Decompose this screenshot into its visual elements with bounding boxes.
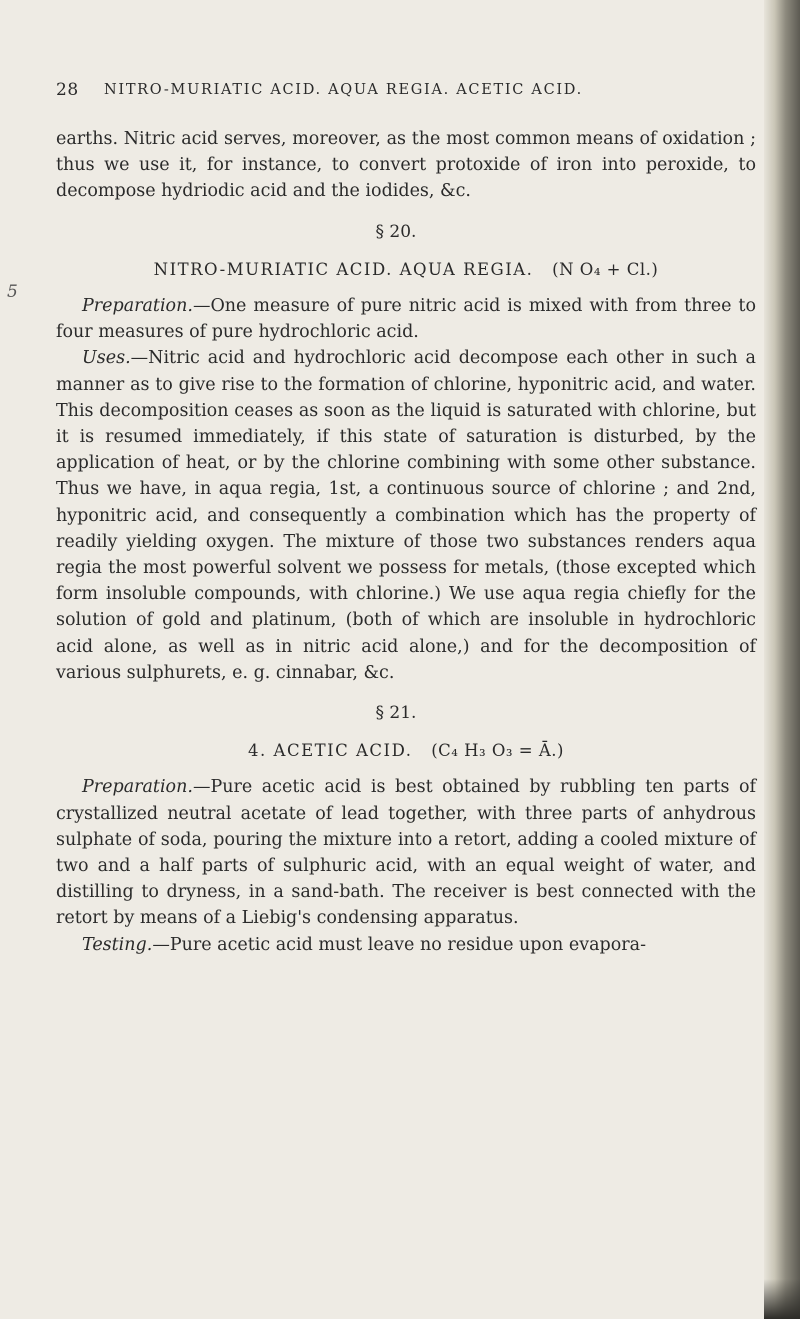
body-text — [56, 126, 756, 958]
section-21-preparation-label: Preparation. — [82, 777, 193, 798]
section-21-formula: (C₄ H₃ O₃ = Ā.) — [431, 741, 564, 761]
opening-paragraph: earths. Nitric acid serves, moreover, as the most common means of oxidation ; thus we use it, for instance, to convert protoxide of iron into peroxide, to decompose hydriodic acid and the iodides, &c. — [56, 129, 756, 202]
section-20-preparation — [56, 293, 756, 345]
margin-mark: 5 — [7, 282, 18, 302]
section-21-title: 4. ACETIC ACID. — [248, 741, 413, 761]
section-21-heading — [56, 738, 756, 764]
section-21-preparation — [56, 774, 756, 931]
section-20-heading — [56, 257, 756, 283]
section-21-testing-text: —Pure acetic acid must leave no residue upon evapora- — [152, 934, 647, 955]
section-20-mark: § 20. — [375, 221, 417, 242]
section-20-uses-text: —Nitric acid and hydrochloric acid decompose each other in such a manner as to give rise to the formation of chlorine, hyponitric acid, and water. This decomposition ceases as soon as the liquid is saturated with chlorine, but it is resumed immediately, if this state of saturation is disturbed, by the application of heat, or by the chlorine combining with some other substance. Thus we have, in aqua regia, 1st, a continuous source of chlorine ; and 2nd, hyponitric acid, and consequently a combination which has the property of readily yielding oxygen. The mixture of those two substances renders aqua regia the most powerful solvent we possess for metals, (those excepted which form insoluble compounds, with chlorine.) We use aqua regia chiefly for the solution of gold and platinum, (both of which are insoluble in hydrochloric acid alone, as well as in nitric acid alone,) and for the decomposition of various sulphurets, e. g. cinnabar, &c. — [56, 348, 756, 683]
section-21-preparation-text: —Pure acetic acid is best obtained by rubbling ten parts of crystallized neutral acetate of lead together, with three parts of anhydrous sulphate of soda, pouring the mixture into a retort, adding a cooled mixture of two and a half parts of sulphuric acid, with an equal weight of water, and distilling to dryness, in a sand-bath. The receiver is best connected with the retort by means of a Liebig's condensing apparatus. — [56, 777, 756, 929]
section-20-preparation-text: —One measure of pure nitric acid is mixed with from three to four measures of pure hydrochloric acid. — [56, 296, 756, 343]
section-21-testing-label: Testing. — [82, 934, 153, 955]
page-header — [56, 80, 746, 110]
section-20-formula: (N O₄ + Cl.) — [552, 259, 659, 279]
section-20-preparation-label: Preparation. — [82, 296, 193, 317]
page-number: 28 — [56, 80, 79, 100]
section-21-mark: § 21. — [375, 703, 417, 724]
running-head: NITRO-MURIATIC ACID. AQUA REGIA. ACETIC ACID. — [104, 82, 583, 98]
section-20-uses — [56, 345, 756, 686]
page-edge-shadow — [764, 0, 800, 1319]
section-20-uses-label: Uses. — [82, 348, 131, 369]
section-20-title: NITRO-MURIATIC ACID. AQUA REGIA. — [153, 259, 534, 279]
section-21-testing — [56, 932, 756, 958]
